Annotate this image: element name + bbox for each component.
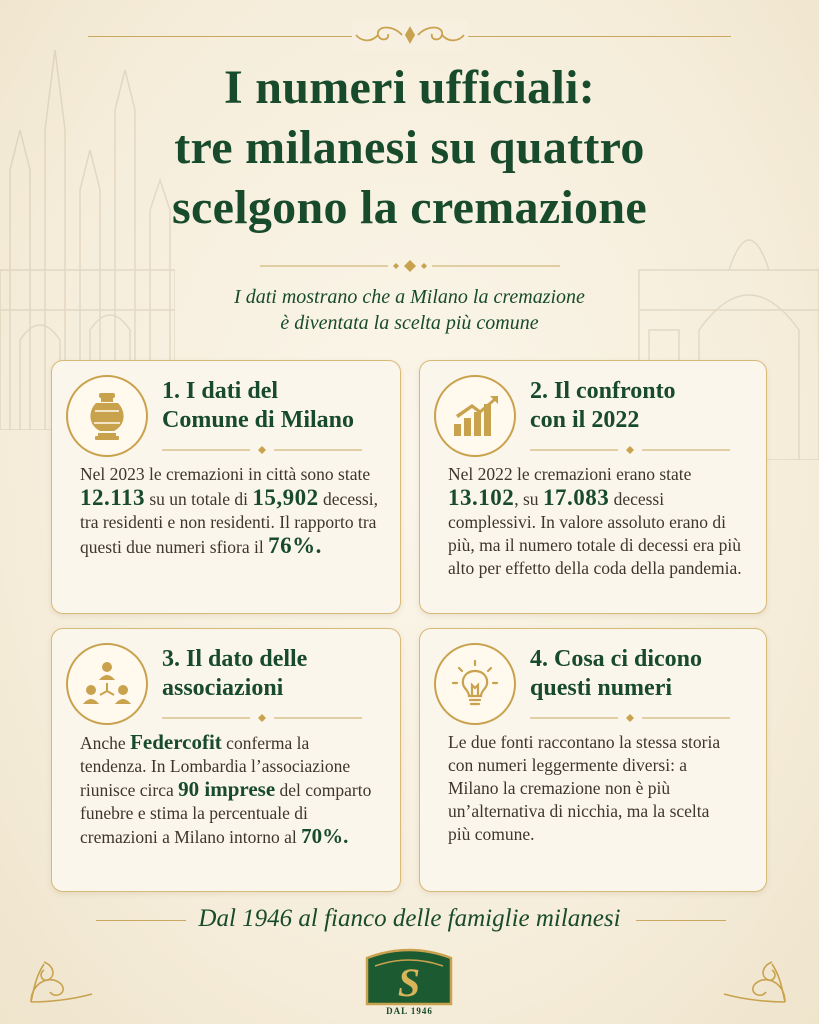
imprese-count: 90 imprese bbox=[178, 777, 276, 801]
card-divider bbox=[530, 713, 730, 723]
top-ornament bbox=[352, 20, 468, 50]
card-icon-wrap bbox=[66, 375, 148, 457]
subtitle bbox=[120, 284, 699, 336]
federcofit-name: Federcofit bbox=[130, 730, 222, 754]
card-title-line-2: Comune di Milano bbox=[162, 407, 355, 433]
subtitle-line-2: è diventata la scelta più comune bbox=[280, 312, 539, 334]
card-divider bbox=[530, 445, 730, 455]
body-text: del comparto funebre e stima la percentuale di cremazioni a Milano intorno al bbox=[80, 780, 372, 847]
card-title-line-1: 1. I dati del bbox=[162, 378, 279, 404]
card-body bbox=[80, 463, 380, 559]
urn-icon bbox=[84, 391, 130, 441]
federcofit-percentage: 70%. bbox=[301, 824, 349, 848]
lightbulb-icon bbox=[450, 659, 500, 709]
card-divider bbox=[162, 713, 362, 723]
deaths-2023-value: 15,902 bbox=[252, 485, 319, 510]
card-title bbox=[530, 645, 754, 703]
card-associazioni bbox=[51, 628, 401, 892]
body-text: su un totale di bbox=[144, 489, 253, 509]
card-icon-wrap bbox=[434, 375, 516, 457]
card-title bbox=[530, 377, 754, 435]
card-title-line-1: 3. Il dato delle bbox=[162, 646, 308, 672]
body-text: conferma la tendenza. In Lombardia l’associazione riunisce circa bbox=[80, 733, 351, 800]
body-text: decessi, tra residenti e non residenti. Il rapporto tra questi due numeri sfiora il bbox=[80, 489, 378, 557]
body-text: , su bbox=[514, 489, 543, 509]
title-divider bbox=[260, 258, 560, 274]
body-text: decessi complessivi. In valore assoluto erano di più, ma il numero totale di decessi era più alto per effetto della coda della pandemia. bbox=[448, 489, 742, 578]
card-title-line-2: associazioni bbox=[162, 675, 284, 701]
card-icon-wrap bbox=[66, 643, 148, 725]
card-icon-wrap bbox=[434, 643, 516, 725]
body-text: Anche bbox=[80, 733, 131, 753]
card-body bbox=[80, 731, 380, 849]
subtitle-line-1: I dati mostrano che a Milano la cremazione bbox=[234, 286, 585, 308]
card-title-line-1: 2. Il confronto bbox=[530, 378, 676, 404]
card-title-line-1: 4. Cosa ci dicono bbox=[530, 646, 703, 672]
logo-letter: S bbox=[397, 960, 421, 1005]
card-divider bbox=[162, 445, 362, 455]
body-text: Nel 2023 le cremazioni in città sono state bbox=[80, 464, 371, 484]
bar-chart-growth-icon bbox=[450, 394, 500, 438]
cremations-2022-value: 13.102 bbox=[448, 485, 515, 510]
footer-tagline: Dal 1946 al fianco delle famiglie milanesi bbox=[198, 905, 621, 932]
company-logo bbox=[361, 944, 457, 1006]
card-title-line-2: con il 2022 bbox=[530, 407, 640, 433]
logo-caption: DAL 1946 bbox=[386, 1006, 433, 1016]
card-title bbox=[162, 377, 388, 435]
percentage-value: 76%. bbox=[268, 533, 322, 558]
card-confronto-2022 bbox=[419, 360, 767, 614]
corner-flourish-left bbox=[26, 952, 96, 1007]
body-text: Nel 2022 le cremazioni erano state bbox=[448, 464, 692, 484]
people-network-icon bbox=[82, 661, 132, 707]
page-title bbox=[60, 58, 759, 238]
title-line-2: tre milanesi su quattro bbox=[174, 121, 645, 174]
card-body bbox=[448, 731, 726, 846]
card-cosa-ci-dicono bbox=[419, 628, 767, 892]
card-title bbox=[162, 645, 388, 703]
corner-flourish-right bbox=[720, 952, 790, 1007]
card-comune-milano bbox=[51, 360, 401, 614]
title-line-1: I numeri ufficiali: bbox=[224, 61, 595, 114]
title-line-3: scelgono la cremazione bbox=[172, 181, 647, 234]
body-text: Le due fonti raccontano la stessa storia con numeri leggermente diversi: a Milano la cremazione non è più un’alternativa di nicchia, ma la scelta più comune. bbox=[448, 732, 721, 844]
deaths-2022-value: 17.083 bbox=[542, 485, 610, 510]
card-body bbox=[448, 463, 746, 580]
cremations-2023-value: 12.113 bbox=[80, 485, 145, 510]
card-title-line-2: questi numeri bbox=[530, 675, 673, 701]
